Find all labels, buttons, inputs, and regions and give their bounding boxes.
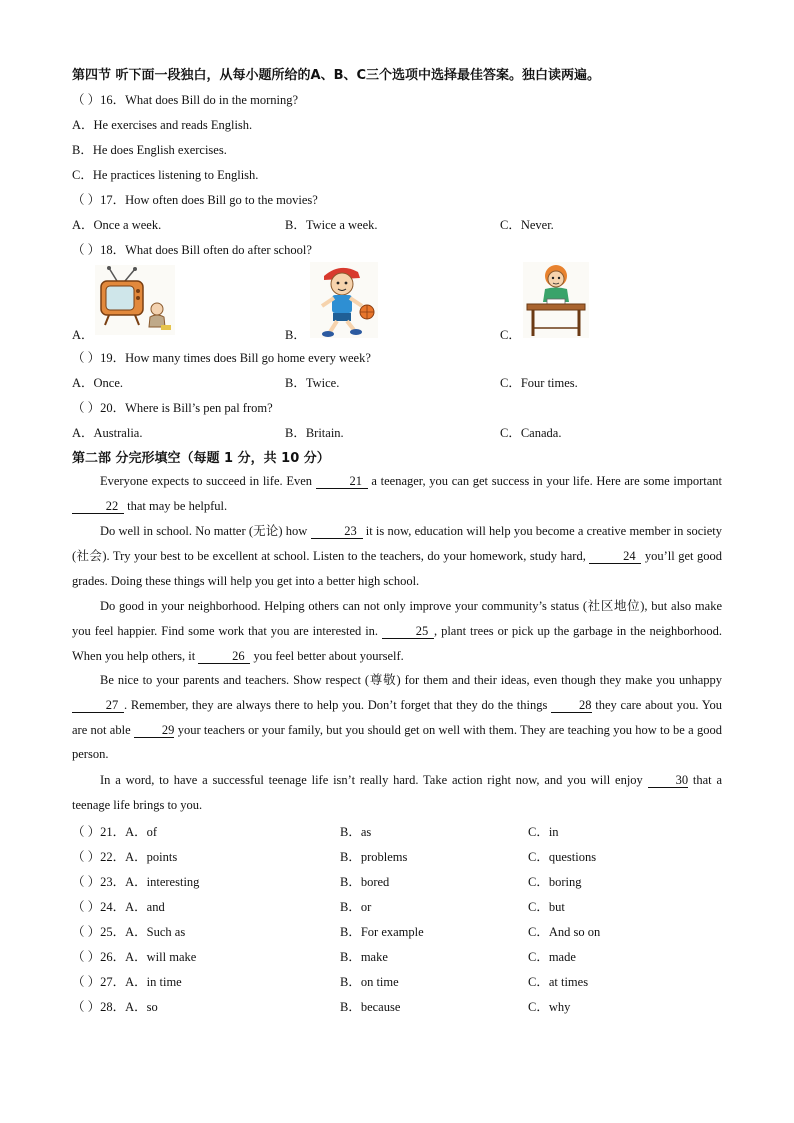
q27-option-b: B．on time: [340, 975, 399, 989]
q18-option-c: C．: [500, 328, 521, 342]
q20-option-a: A．Australia.: [72, 426, 143, 440]
passage-paragraph-5: [72, 768, 722, 818]
q22-option-a: （ ）22．A．points: [72, 850, 178, 864]
passage-text: , plant trees or pick up the garbage in the neighborhood. When you help others, it: [72, 623, 723, 663]
q19-option-c: C．Four times.: [500, 376, 578, 390]
q17-option-c: C．Never.: [500, 218, 554, 232]
q20-option-b: B．Britain.: [285, 426, 344, 440]
passage-text: . Remember, they are always there to help you. Don’t forget that they do the things: [124, 697, 552, 712]
passage-paragraph-1: [72, 469, 722, 519]
q20-option-c: C．Canada.: [500, 426, 562, 440]
q26-option-c: C．made: [528, 950, 576, 964]
q26-option-a: （ ）26．A．will make: [72, 950, 197, 964]
q17-option-b: B．Twice a week.: [285, 218, 378, 232]
blank-30: 30: [648, 773, 689, 788]
blank-22: 22: [72, 499, 124, 514]
q26-option-b: B．make: [340, 950, 388, 964]
blank-27: 27: [72, 698, 124, 713]
q25-option-c: C．And so on: [528, 925, 601, 939]
studying-child-picture-icon: [523, 262, 589, 338]
q18-stem: （ ）18．What does Bill often do after school?: [72, 243, 312, 257]
passage-text: your teachers or your family, but you should get on well with them. They are teaching you how to be a good person.: [72, 722, 722, 762]
q23-option-a: （ ）23．A．interesting: [72, 875, 200, 889]
q19-option-a: A．Once.: [72, 376, 124, 390]
q16-option-b: B．He does English exercises.: [72, 143, 227, 157]
q17-option-a: A．Once a week.: [72, 218, 162, 232]
passage-paragraph-4: [72, 668, 722, 767]
q25-option-b: B．For example: [340, 925, 424, 939]
passage-text: Do well in school. No matter (无论) how: [100, 524, 311, 538]
blank-26: 26: [198, 649, 250, 664]
passage-text: it is now, education will help you become a creative member in society (社会). Try your best to be excellent at school. Listen to the teachers, do your homework, study hard,: [72, 524, 723, 563]
q24-option-a: （ ）24．A．and: [72, 900, 165, 914]
blank-28: 28: [551, 698, 592, 713]
blank-25: 25: [382, 624, 434, 639]
q28-option-c: C．why: [528, 1000, 571, 1014]
passage-paragraph-2: [72, 519, 722, 593]
passage-text: they care about you. You are not able: [72, 697, 722, 737]
q23-option-b: B．bored: [340, 875, 390, 889]
blank-29: 29: [134, 723, 175, 738]
section4-heading: 第四节 听下面一段独白，从每小题所给的A、B、C三个选项中选择最佳答案。独白读两遍。: [72, 68, 601, 83]
blank-23: 23: [311, 524, 363, 539]
part2-heading: 第二部 分完形填空（每题 1 分，共 10 分）: [72, 451, 330, 466]
q16-stem: （ ）16．What does Bill do in the morning?: [72, 93, 299, 107]
tv-picture-icon: [95, 265, 175, 335]
passage-text: that a teenage life brings to you.: [72, 773, 722, 812]
q27-option-a: （ ）27．A．in time: [72, 975, 182, 989]
blank-21: 21: [316, 474, 368, 489]
basketball-boy-picture-icon: [310, 262, 378, 338]
q16-option-a: A．He exercises and reads English.: [72, 118, 253, 132]
q27-option-c: C．at times: [528, 975, 589, 989]
q18-option-b: B．: [285, 328, 306, 342]
blank-24: 24: [589, 549, 641, 564]
q19-option-b: B．Twice.: [285, 376, 340, 390]
passage-text: that may be helpful.: [124, 498, 228, 513]
q24-option-b: B．or: [340, 900, 372, 914]
q23-option-c: C．boring: [528, 875, 582, 889]
q16-option-c: C．He practices listening to English.: [72, 168, 259, 182]
q24-option-c: C．but: [528, 900, 565, 914]
q22-option-b: B．problems: [340, 850, 408, 864]
passage-text: a teenager, you can get success in your life. Here are some important: [367, 474, 723, 488]
q28-option-a: （ ）28．A．so: [72, 1000, 158, 1014]
passage-text: Do good in your neighborhood. Helping others can not only improve your community’s status (社区地位), but also make you feel happier. Find some work that you are interested in.: [72, 599, 722, 638]
q21-option-b: B．as: [340, 825, 372, 839]
passage-text: Be nice to your parents and teachers. Show respect (尊敬) for them and their ideas, even though they make you unhappy: [100, 673, 722, 687]
q18-option-a: A．: [72, 328, 94, 342]
q22-option-c: C．questions: [528, 850, 597, 864]
passage-text: you’ll get good grades. Doing these things will help you get into a better high school.: [72, 548, 722, 588]
passage-text: Everyone expects to succeed in life. Even: [100, 474, 316, 488]
q25-option-a: （ ）25．A．Such as: [72, 925, 186, 939]
q28-option-b: B．because: [340, 1000, 401, 1014]
q17-stem: （ ）17．How often does Bill go to the movies?: [72, 193, 318, 207]
q21-option-c: C．in: [528, 825, 559, 839]
passage-text: you feel better about yourself.: [250, 648, 404, 663]
passage-paragraph-3: [72, 594, 722, 668]
passage-text: In a word, to have a successful teenage life isn’t really hard. Take action right now, and you will enjoy: [100, 773, 648, 787]
q21-option-a: （ ）21．A．of: [72, 825, 158, 839]
q20-stem: （ ）20．Where is Bill’s pen pal from?: [72, 401, 273, 415]
q19-stem: （ ）19．How many times does Bill go home every week?: [72, 351, 371, 365]
